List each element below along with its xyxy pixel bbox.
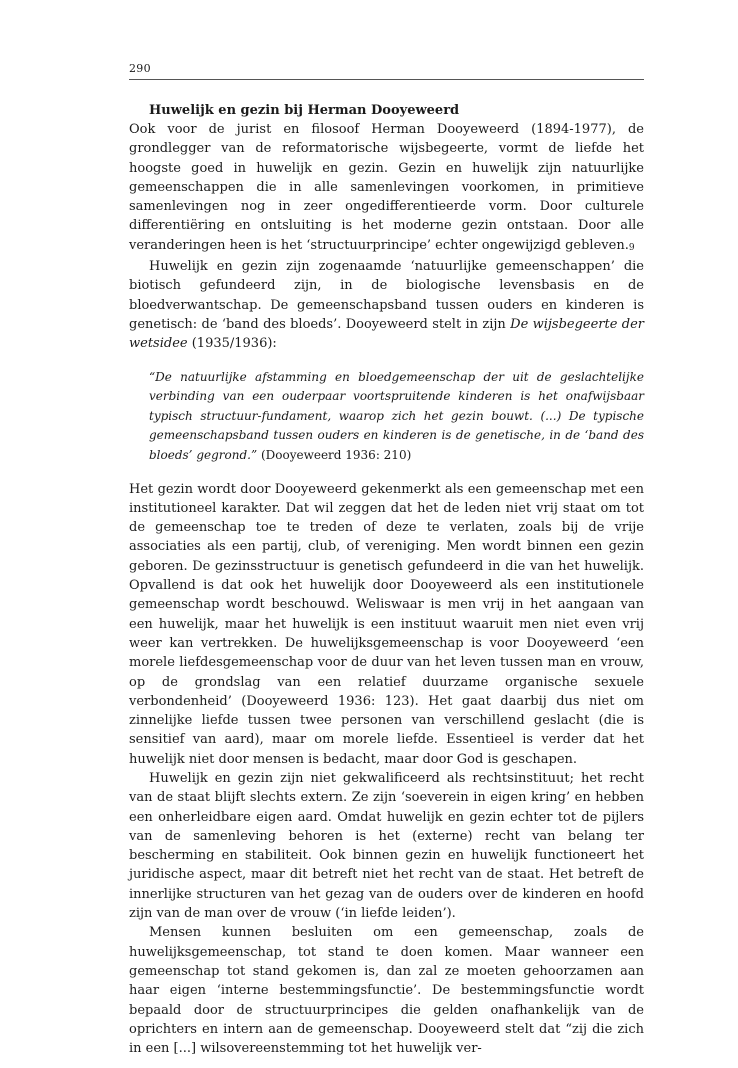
footnote-marker: 9 bbox=[628, 242, 635, 253]
paragraph-4: Huwelijk en gezin zijn niet gekwalificeerd als rechtsinstituut; het recht van de staat blijft slechts extern. Ze zijn ‘soeverein in eigen kring’ en hebben een onherleidbare eigen aard. Omdat huwelijk en gezin echter tot de pijlers van de samenleving behoren is het (externe) recht van belang ter bescherming en stabiliteit. Ook binnen gezin en huwelijk functioneert het juridische aspect, maar dit betreft niet het recht van de staat. Het betreft de innerlijke structuren van het gezag van de ouders over de kinderen en hoofd zijn van de man over de vrouw (‘in liefde leiden’). bbox=[129, 770, 644, 922]
header-rule bbox=[129, 79, 644, 80]
paragraph-1-text: Ook voor de jurist en filosoof Herman Dooyeweerd (1894-1977), de grondlegger van de reformatorische wijsbegeerte, vormt de liefde het hoogste goed in huwelijk en gezin. Gezin en huwelijk zijn natuurlijke gemeenschappen die in alle samenlevingen voorkomen, in primitieve samenlevingen nog in zeer ongedifferentieerde vorm. Door culturele differentiëring en ontsluiting is het moderne gezin ontstaan. Door alle veranderingen heen is het ‘structuurprincipe’ echter ongewijzigd gebleven. bbox=[129, 122, 644, 253]
paragraph-1 bbox=[129, 120, 644, 257]
paragraph-3: Het gezin wordt door Dooyeweerd gekenmerkt als een gemeenschap met een institutioneel karakter. Dat wil zeggen dat het de leden niet vrij staat om tot de gemeenschap toe te treden of deze te verlaten, zoals bij de vrije associaties als een partij, club, of vereniging. Men wordt binnen een gezin geboren. De gezinsstructuur is genetisch gefundeerd in die van het huwelijk. Opvallend is dat ook het huwelijk door Dooyeweerd als een institutionele gemeenschap wordt beschouwd. Weliswaar is men vrij in het aangaan van een huwelijk, maar het huwelijk is een instituut waaruit men niet even vrij weer kan vertrekken. De huwelijksgemeenschap is voor Dooyeweerd ‘een morele liefdesgemeenschap voor de duur van het leven tussen man en vrouw, op de grondslag van een relatief duurzame organische sexuele verbondenheid’ (Dooyeweerd 1936: 123). Het gaat daarbij dus niet om zinnelijke liefde tussen twee personen van verschillend geslacht (die is sensitief van aard), maar om morele liefde. Essentieel is verder dat het huwelijk niet door mensen is bedacht, maar door God is geschapen. bbox=[129, 481, 644, 767]
page-number: 290 bbox=[129, 62, 151, 75]
paragraph-2-text: Huwelijk en gezin zijn zogenaamde ‘natuurlijke gemeenschappen’ die biotisch gefundeerd zijn, in de biologische levensbasis en de bloedverwantschap. De gemeenschapsband tussen ouders en kinderen is genetisch: de ‘band des bloeds’. Dooyeweerd stelt in zijn bbox=[129, 259, 644, 332]
quote-text: “De natuurlijke afstamming en bloedgemeenschap der uit de geslachtelijke verbinding van een ouderpaar voortspruitende kinderen is het onafwijsbaar typisch structuur-fundament, waarop zich het gezin bouwt. (...) De typische gemeenschapsband tussen ouders en kinderen is de genetische, in de ‘band des bloeds’ gegrond.” bbox=[149, 369, 644, 462]
block-quote bbox=[149, 368, 644, 466]
paragraph-2-date: (1935/1936): bbox=[191, 336, 277, 352]
book-title: De wijsbegeerte der wetsidee bbox=[129, 316, 644, 352]
paragraph-2 bbox=[129, 257, 644, 353]
document-page bbox=[129, 62, 644, 1058]
section-heading: Huwelijk en gezin bij Herman Dooyeweerd bbox=[149, 103, 460, 118]
paragraph-5: Mensen kunnen besluiten om een gemeenschap, zoals de huwelijksgemeenschap, tot stand te doen komen. Maar wanneer een gemeenschap tot stand gekomen is, dan zal ze moeten gehoorzamen aan haar eigen ‘interne bestemmingsfunctie’. De bestemmingsfunctie wordt bepaald door de structuurprincipes die gelden onafhankelijk van de oprichters en intern aan de gemeenschap. Dooyeweerd stelt dat “zij die zich in een [...] wilsovereenstemming tot het huwelijk ver- bbox=[129, 925, 644, 1057]
quote-citation: (Dooyeweerd 1936: 210) bbox=[260, 447, 412, 462]
